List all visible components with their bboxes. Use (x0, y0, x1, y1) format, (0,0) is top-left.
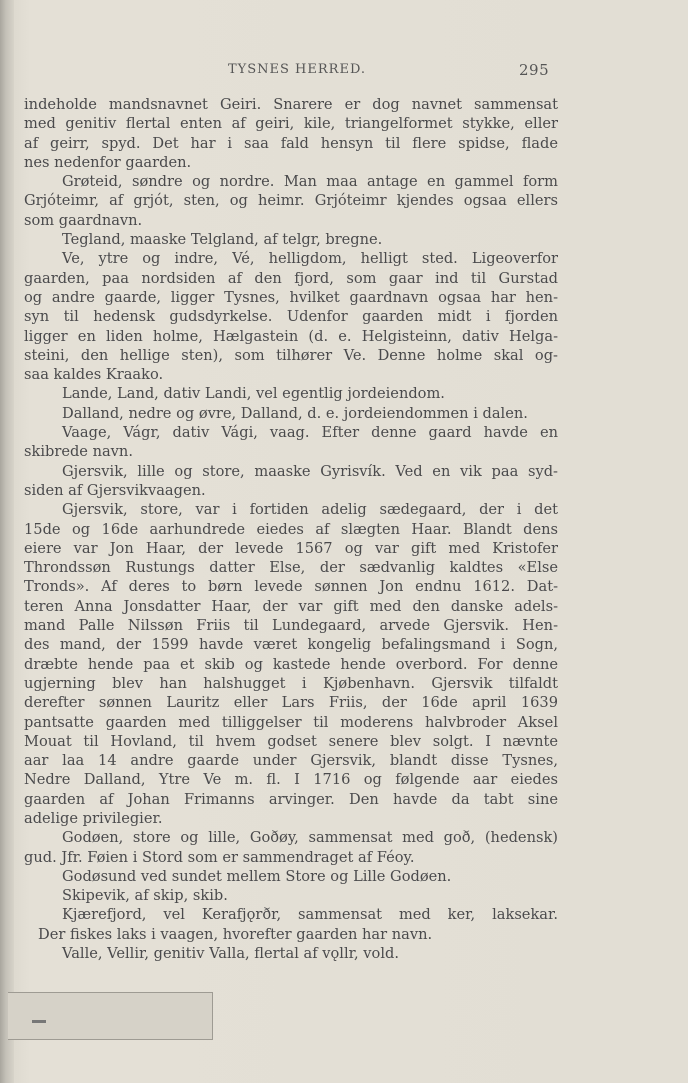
text-line: syn til hedensk gudsdyrkelse. Udenfor gaarden midt i fjorden (24, 308, 558, 326)
entry-line: Vaage, Vágr, dativ Vági, vaag. Efter denne gaard havde en (62, 424, 558, 442)
text-line: siden af Gjersvikvaagen. (24, 481, 206, 499)
text-line: gud. Jfr. Føien i Stord som er sammendraget af Féoy. (24, 848, 415, 866)
text-line: ligger en liden holme, Hælgastein (d. e. Helgisteinn, dativ Helga- (24, 327, 558, 345)
text-line: Throndssøn Rustungs datter Else, der sædvanlig kaldtes «Else (24, 559, 558, 577)
text-line: Der fiskes laks i vaagen, hvorefter gaarden har navn. (38, 925, 433, 943)
body-text (24, 95, 558, 963)
entry-line: Lande, Land, dativ Landi, vel egentlig jordeiendom. (62, 385, 445, 403)
text-line: Mouat til Hovland, til hvem godset senere blev solgt. I nævnte (24, 732, 558, 750)
entry-line: Gjersvik, lille og store, maaske Gyrisvík. Ved en vik paa syd- (62, 462, 558, 480)
entry-line: Ve, ytre og indre, Vé, helligdom, helligt sted. Ligeoverfor (62, 250, 558, 268)
margin-paper-slip (8, 992, 213, 1040)
text-line: gaarden af Johan Frimanns arvinger. Den havde da tabt sine (24, 790, 558, 808)
entry-line: Kjærefjord, vel Kerafjǫrðr, sammensat med ker, laksekar. (62, 906, 558, 924)
text-line: pantsatte gaarden med tilliggelser til moderens halvbroder Aksel (24, 713, 558, 731)
text-line: Grjóteimr, af grjót, sten, og heimr. Grjóteimr kjendes ogsaa ellers (24, 192, 558, 210)
text-line: dræbte hende paa et skib og kastede hende overbord. For denne (24, 655, 558, 673)
entry-line: Godøsund ved sundet mellem Store og Lille Godøen. (62, 867, 452, 885)
running-header (0, 62, 688, 82)
text-line: mand Palle Nilssøn Friis til Lundegaard, arvede Gjersvik. Hen- (24, 617, 558, 635)
entry-line: Tegland, maaske Telgland, af telgr, bregne. (62, 231, 383, 249)
slip-mark (32, 1020, 46, 1023)
text-line: skibrede navn. (24, 443, 133, 461)
entry-line: Grøteid, søndre og nordre. Man maa antage en gammel form (62, 173, 558, 191)
text-line: og andre gaarde, ligger Tysnes, hvilket gaardnavn ogsaa har hen- (24, 288, 558, 306)
text-line: ugjerning blev han halshugget i Kjøbenhavn. Gjersvik tilfaldt (24, 674, 558, 692)
text-line: eiere var Jon Haar, der levede 1567 og var gift med Kristofer (24, 539, 558, 557)
text-line: indeholde mandsnavnet Geiri. Snarere er dog navnet sammensat (24, 96, 558, 113)
text-line: gaarden, paa nordsiden af den fjord, som gaar ind til Gurstad (24, 269, 558, 287)
text-line: Tronds». Af deres to børn levede sønnen Jon endnu 1612. Dat- (24, 578, 558, 596)
text-line: aar laa 14 andre gaarde under Gjersvik, blandt disse Tysnes, (24, 752, 558, 770)
entry-line: Godøen, store og lille, Goðøy, sammensat med goð, (hedensk) (62, 829, 558, 847)
page-number: 295 (519, 61, 550, 79)
text-line: des mand, der 1599 havde været kongelig befalingsmand i Sogn, (24, 636, 558, 654)
page-spine-shadow (0, 0, 14, 1083)
text-line: teren Anna Jonsdatter Haar, der var gift med den danske adels- (24, 597, 558, 615)
text-line: derefter sønnen Lauritz eller Lars Friis, der 16de april 1639 (24, 694, 558, 712)
text-line: adelige privilegier. (24, 809, 163, 827)
text-line: nes nedenfor gaarden. (24, 153, 192, 171)
entry-line: Skipevik, af skip, skib. (62, 887, 228, 905)
text-line: Nedre Dalland, Ytre Ve m. fl. I 1716 og følgende aar eiedes (24, 771, 558, 789)
text-line: 15de og 16de aarhundrede eiedes af slægten Haar. Blandt dens (24, 520, 558, 538)
entry-line: Gjersvik, store, var i fortiden adelig sædegaard, der i det (62, 501, 558, 519)
entry-line: Valle, Vellir, genitiv Valla, flertal af vǫllr, vold. (62, 945, 399, 963)
header-title: TYSNES HERRED. (228, 62, 367, 77)
entry-line: Dalland, nedre og øvre, Dalland, d. e. jordeiendommen i dalen. (62, 404, 528, 422)
text-line: som gaardnavn. (24, 211, 143, 229)
text-line: saa kaldes Kraako. (24, 366, 164, 384)
text-line: steini, den hellige sten), som tilhører Ve. Denne holme skal og- (24, 346, 558, 364)
text-line: med genitiv flertal enten af geiri, kile, triangelformet stykke, eller (24, 115, 558, 133)
text-line: af geirr, spyd. Det har i saa fald hensyn til flere spidse, flade (24, 134, 558, 152)
